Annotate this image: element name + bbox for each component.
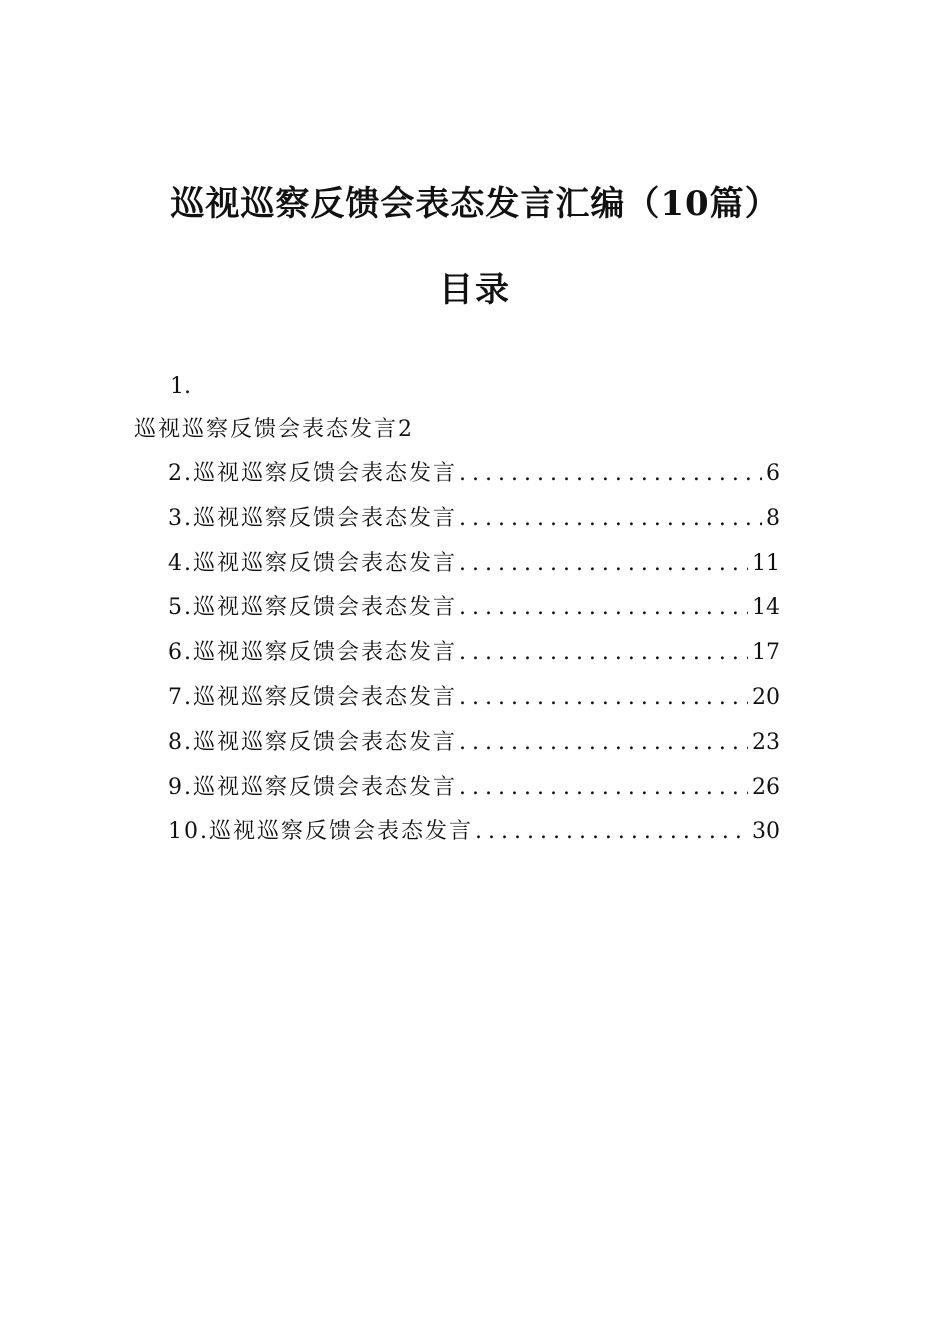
toc-entry-page-number: 26 <box>752 774 780 800</box>
toc-entry[interactable] <box>168 817 780 862</box>
toc-entry[interactable] <box>168 504 780 549</box>
toc-entry[interactable] <box>168 549 780 594</box>
toc-entry[interactable] <box>168 593 780 638</box>
toc-entry-title: 3.巡视巡察反馈会表态发言 <box>168 505 457 531</box>
dot-leader <box>459 593 748 623</box>
toc-entry[interactable] <box>168 459 780 504</box>
toc-entry[interactable] <box>168 638 780 683</box>
toc-first-entry-number[interactable]: 1. <box>170 374 191 399</box>
toc-entry-page-number: 17 <box>752 640 780 666</box>
toc-entry-title: 4.巡视巡察反馈会表态发言 <box>168 550 457 576</box>
document-title: 巡视巡察反馈会表态发言汇编（10篇） <box>170 184 780 224</box>
toc-first-entry-text[interactable]: 巡视巡察反馈会表态发言2 <box>134 417 414 442</box>
toc-entry-page-number: 30 <box>752 819 780 845</box>
toc-entry-page-number: 6 <box>766 461 780 486</box>
toc-entry-title: 6.巡视巡察反馈会表态发言 <box>168 640 457 666</box>
toc-entry[interactable] <box>168 773 780 818</box>
toc-entry-title: 7.巡视巡察反馈会表态发言 <box>168 684 457 710</box>
dot-leader <box>459 683 748 713</box>
dot-leader <box>459 773 748 803</box>
dot-leader <box>459 549 748 579</box>
toc-entry[interactable] <box>168 728 780 773</box>
toc-entry-page-number: 8 <box>766 505 780 531</box>
dot-leader <box>459 504 762 534</box>
toc-entry-title: 5.巡视巡察反馈会表态发言 <box>168 595 457 621</box>
toc-entry-page-number: 23 <box>752 729 780 755</box>
dot-leader <box>459 459 762 489</box>
toc-entry-title: 2.巡视巡察反馈会表态发言 <box>168 461 457 486</box>
dot-leader <box>459 728 748 758</box>
dot-leader <box>475 817 748 847</box>
toc-list <box>168 459 780 862</box>
toc-entry-title: 10.巡视巡察反馈会表态发言 <box>168 819 473 845</box>
dot-leader <box>459 638 748 668</box>
toc-entry-title: 8.巡视巡察反馈会表态发言 <box>168 729 457 755</box>
toc-entry-page-number: 11 <box>752 550 780 576</box>
toc-entry[interactable] <box>168 683 780 728</box>
toc-heading: 目录 <box>439 270 511 310</box>
toc-entry-title: 9.巡视巡察反馈会表态发言 <box>168 774 457 800</box>
toc-entry-page-number: 20 <box>752 684 780 710</box>
toc-entry-page-number: 14 <box>752 595 780 621</box>
